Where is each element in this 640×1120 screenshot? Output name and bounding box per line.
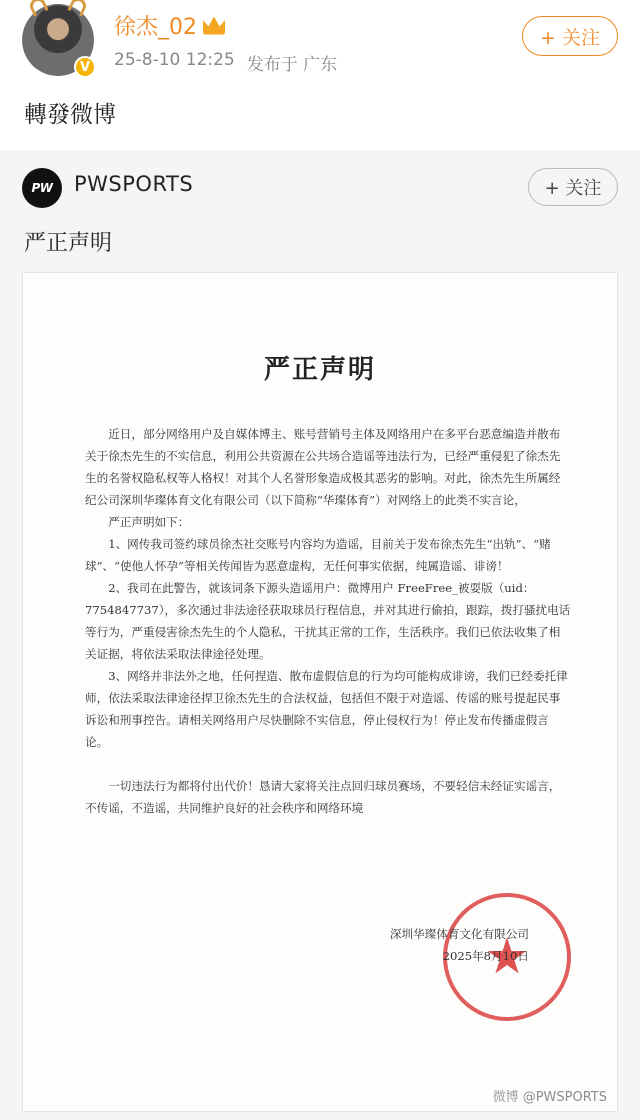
document-paragraph-closing: 一切违法行为都将付出代价！恳请大家将关注点回归球员赛场，不要轻信未经证实谣言，不传谣，不造谣，共同维护良好的社会秩序和网络环境 (85, 779, 561, 815)
follow-button[interactable] (522, 16, 618, 56)
username[interactable] (114, 10, 225, 41)
document-paragraph-heading: 严正声明如下： (108, 515, 190, 529)
document-paragraph-3: 3、网络并非法外之地，任何捏造、散布虚假信息的行为均可能构成诽谤，我们已经委托律师，依法采取法律途径捍卫徐杰先生的合法权益，包括但不限于对造谣、传谣的账号提起民事诉讼和刑事控告。请相关网络用户尽快删除不实信息，停止侵权行为！停止发布传播虚假言论。 (85, 669, 568, 749)
document-paragraph-intro: 近日，部分网络用户及自媒体博主、账号营销号主体及网络用户在多平台恶意编造并散布关于徐杰先生的不实信息，利用公共资源在公共场合造谣等违法行为，已经严重侵犯了徐杰先生的名誉权隐私权等人格权！对其个人名誉形象造成极其恶劣的影响。对此，徐杰先生所属经纪公司深圳华璨体育文化有限公司（以下简称“华璨体育”）对网络上的此类不实言论， (85, 427, 561, 507)
username-label[interactable]: 徐杰_02 (114, 15, 197, 40)
repost-account-name[interactable]: PWSPORTS (74, 172, 194, 196)
repost-follow-button[interactable] (528, 168, 618, 206)
follow-button-label: + 关注 (540, 26, 600, 49)
crown-icon (203, 17, 225, 35)
document-body (85, 423, 571, 819)
antler-right-icon (67, 0, 88, 17)
avatar[interactable] (22, 4, 94, 76)
repost-card[interactable] (0, 150, 640, 1120)
post-location: 发布于 广东 (246, 55, 338, 75)
pwsports-logo-icon[interactable]: PW (22, 168, 62, 208)
document-sign-date: 2025年8月10日 (442, 949, 529, 963)
post-meta (114, 50, 337, 75)
antler-left-icon (27, 0, 48, 17)
post-text: 轉發微博 (24, 102, 116, 128)
document-paragraph-2: 2、我司在此警告，就该词条下源头造谣用户：微博用户 FreeFree_被耍版（uid：7754847737），多次通过非法途径获取球员行程信息，并对其进行偷拍，跟踪，拨打骚扰电话等行为，严重侵害徐杰先生的个人隐私，干扰其正常的工作，生活秩序。我们已依法收集了相关证据，将依法采取法律途径处理。 (85, 581, 571, 661)
document-signature (390, 923, 529, 967)
post-date: 25-8-10 12:25 (114, 50, 235, 70)
repost-follow-label: + 关注 (544, 178, 602, 199)
document-paragraph-1: 1、网传我司签约球员徐杰社交账号内容均为造谣，目前关于发布徐杰先生“出轨”、“赌球”、“使他人怀孕”等相关传闻皆为恶意虚构，无任何事实依据，纯属造谣、诽谤！ (85, 537, 551, 573)
document-title: 严正声明 (263, 355, 376, 385)
repost-title: 严正声明 (24, 231, 113, 256)
post-header (0, 0, 640, 150)
statement-document-image[interactable] (22, 272, 618, 1112)
verified-badge-icon: V (74, 56, 96, 78)
document-company: 深圳华璨体育文化有限公司 (389, 927, 529, 941)
weibo-watermark: 微博 @PWSPORTS (492, 1090, 607, 1105)
